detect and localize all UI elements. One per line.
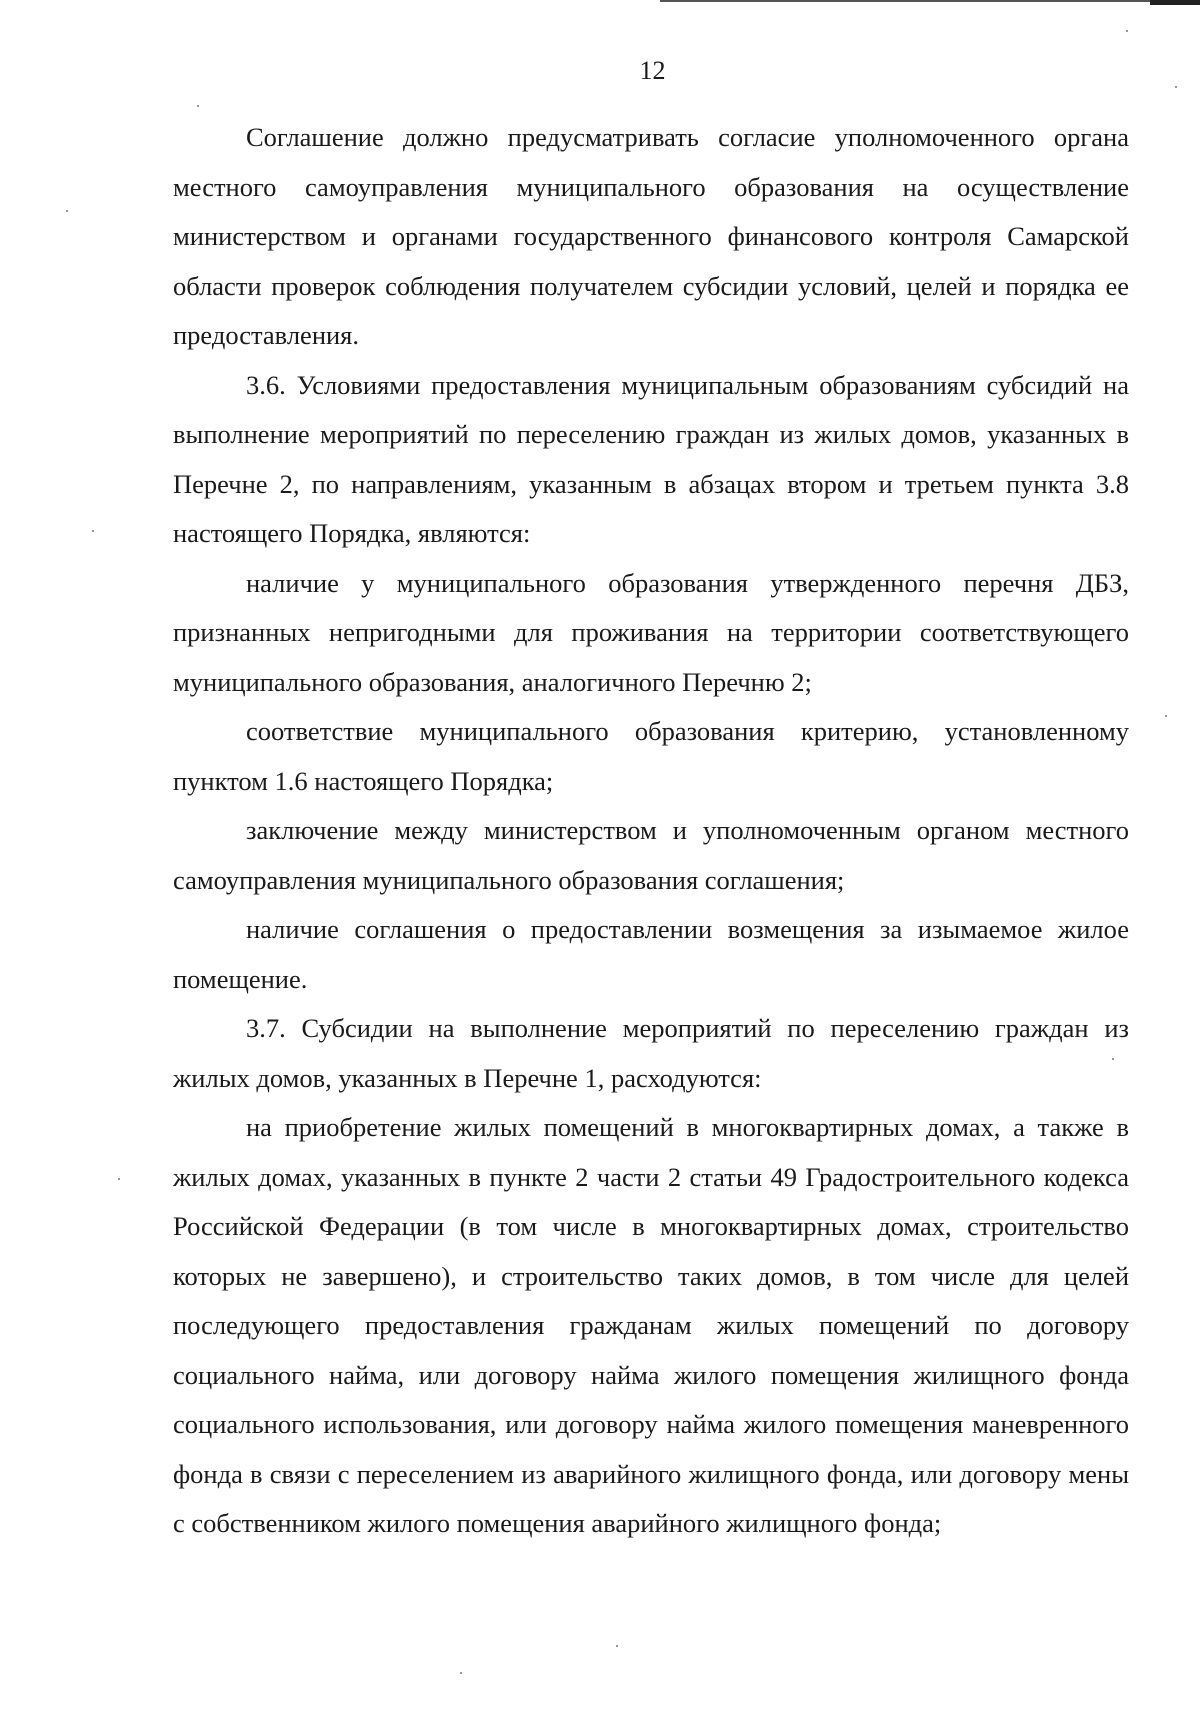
scan-speck: [197, 105, 199, 107]
scan-speck: [92, 530, 94, 532]
top-edge-line: [660, 0, 1200, 2]
page-number: 12: [639, 56, 666, 85]
scan-speck: [118, 1178, 120, 1180]
document-body: [173, 113, 1129, 1549]
paragraph-condition-approved-list: наличие у муниципального образования утвержденного перечня ДБЗ, признанных непригодными для проживания на территории соответствующего муниципального образования, аналогичного Перечню 2;: [173, 567, 1129, 697]
scan-speck: [1175, 86, 1177, 88]
scan-speck: [616, 1645, 618, 1647]
scan-speck: [66, 210, 68, 212]
scan-speck: [1165, 715, 1167, 717]
paragraph-condition-criterion: соответствие муниципального образования критерию, установленному пунктом 1.6 настоящего Порядка;: [173, 716, 1129, 796]
paragraph-purchase-housing: на приобретение жилых помещений в многоквартирных домах, а также в жилых домах, указанных в пункте 2 части 2 статьи 49 Градостроительного кодекса Российской Федерации (в том числе в многоквартирных домах, строительство которых не завершено), и строительство таких домов, в том числе для целей последующего предоставления гражданам жилых помещений по договору социального найма, или договору найма жилого помещения жилищного фонда социального использования, или договору найма жилого помещения маневренного фонда в связи с переселением из аварийного жилищного фонда, или договору мены с собственником жилого помещения аварийного жилищного фонда;: [173, 1112, 1129, 1538]
paragraph-3-7-subsidies: 3.7. Субсидии на выполнение мероприятий по переселению граждан из жилых домов, указанных в Перечне 1, расходуются:: [173, 1013, 1129, 1093]
scan-speck: [460, 1672, 462, 1674]
paragraph-condition-agreement: заключение между министерством и уполномоченным органом местного самоуправления муниципального образования соглашения;: [173, 815, 1129, 895]
top-edge-mark: [1150, 0, 1200, 5]
paragraph-condition-compensation: наличие соглашения о предоставлении возмещения за изымаемое жилое помещение.: [173, 914, 1129, 994]
scan-speck: [1126, 30, 1128, 32]
paragraph-agreement-consent: Соглашение должно предусматривать согласие уполномоченного органа местного самоуправления муниципального образования на осуществление министерством и органами государственного финансового контроля Самарской области проверок соблюдения получателем субсидии условий, целей и порядка ее предоставления.: [173, 122, 1129, 350]
paragraph-3-6-conditions: 3.6. Условиями предоставления муниципальным образованиям субсидий на выполнение мероприятий по переселению граждан из жилых домов, указанных в Перечне 2, по направлениям, указанным в абзацах втором и третьем пункта 3.8 настоящего Порядка, являются:: [173, 369, 1129, 548]
